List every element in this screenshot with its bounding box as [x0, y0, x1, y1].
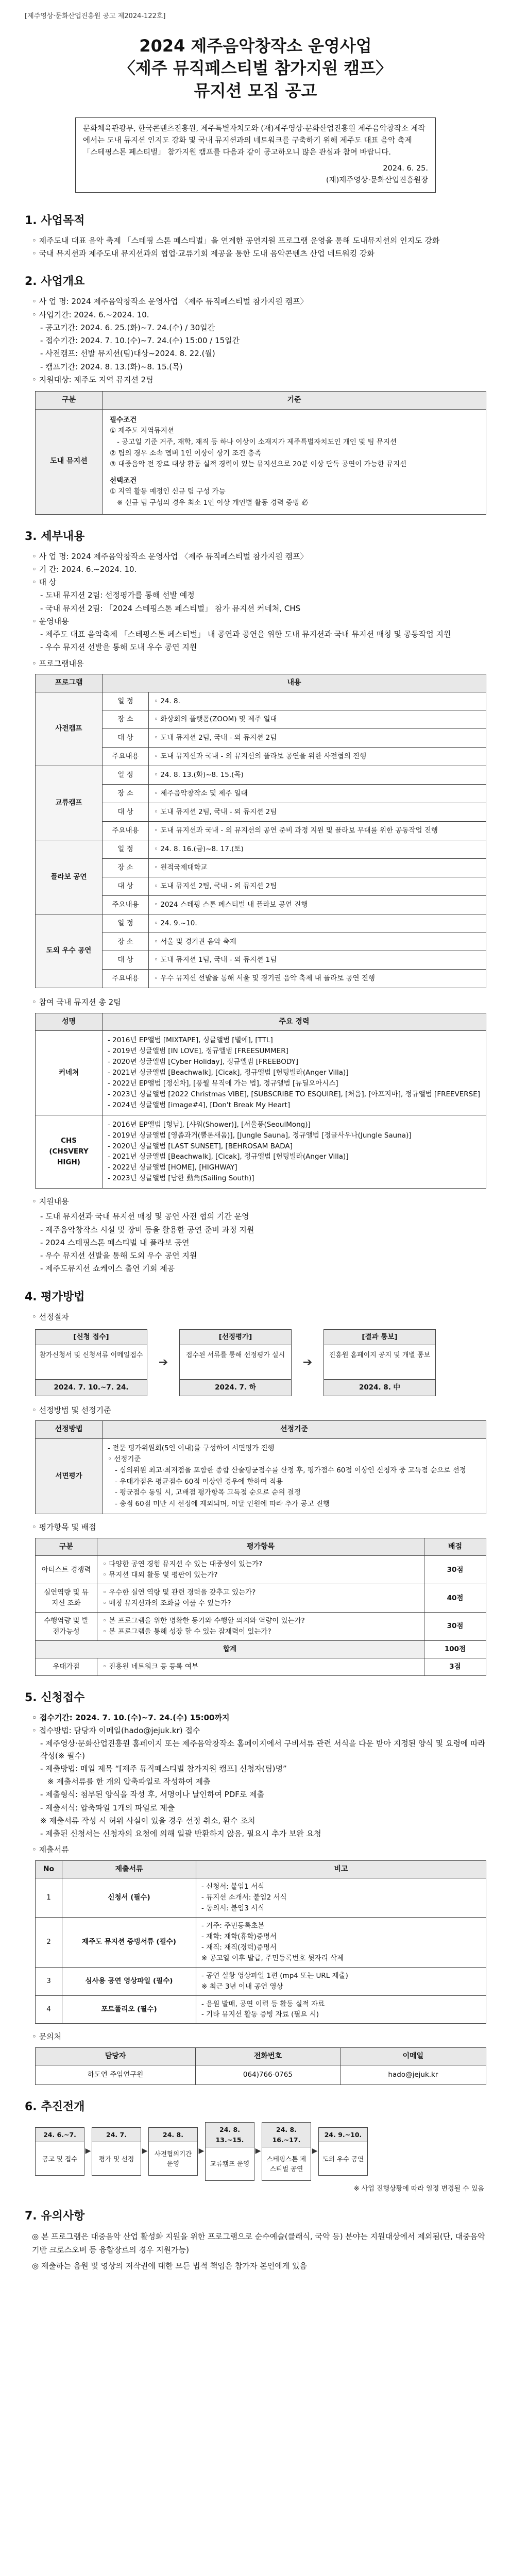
score-items: [97, 1613, 424, 1641]
arrow-right-icon: ➔: [302, 1355, 313, 1369]
arrow-right-icon: ➔: [158, 1355, 168, 1369]
details-item: ◦ 대 상: [32, 578, 57, 587]
singer-name: 커네쳐: [36, 1031, 103, 1115]
schedule-flow: [35, 2122, 486, 2181]
program-value: ◦ 우수 뮤지션 선발을 통해 서울 및 경기권 음악 축제 내 플라보 공연 진행: [149, 970, 486, 988]
schedule-label: 사전협의기간 운영: [154, 2150, 192, 2168]
schedule-step: [262, 2122, 311, 2181]
program-key: 장 소: [103, 858, 149, 877]
doc-note: - 음원 발매, 공연 이력 등 활동 실적 자료: [201, 1999, 325, 2008]
program-key: 대 상: [103, 877, 149, 895]
table-header: 선정기준: [103, 1421, 486, 1439]
schedule-date: 24. 7.: [92, 2128, 141, 2142]
flow-step: [35, 1329, 147, 1396]
score-area: 아티스트 경쟁력: [36, 1556, 97, 1584]
table-row: [36, 2065, 486, 2085]
score-items: [97, 1556, 424, 1584]
flow-step-title: [결과 통보]: [324, 1330, 435, 1345]
score-items: [97, 1584, 424, 1613]
application-item: - 제출형식: 첨부된 양식을 작성 후, 서명이나 날인하여 PDF로 제출: [40, 1790, 265, 1800]
summary-org: (재)제주영상·문화산업진흥원장: [326, 176, 428, 185]
table-header: 배점: [424, 1538, 486, 1556]
note-item: ◎ 제출하는 음원 및 영상의 저작권에 대한 모든 법적 책임은 참가자 본인에게 있음: [32, 2261, 307, 2271]
score-value: 30점: [424, 1613, 486, 1641]
schedule-label: 스테핑스톤 페스티벌 공연: [266, 2155, 306, 2173]
table-row: [36, 877, 486, 895]
eligibility-table: [35, 391, 486, 514]
career-line: - 2022년 EP앨범 [정신차], [풍월 뮤직에 가는 법], 정규앨범 [뉴딜오아시스]: [108, 1079, 338, 1088]
contact-heading: ◦ 문의처: [32, 2032, 62, 2042]
overview-item: - 사전캠프: 선발 뮤지션(팀)대상~2024. 8. 22.(월): [40, 349, 215, 359]
criteria-line: ③ 대중음악 전 장르 대상 활동 실적 경력이 있는 뮤지션으로 20분 이상 단독 공연이 가능한 뮤지션: [110, 460, 407, 469]
flow-step-date: 2024. 7. 하: [180, 1379, 291, 1396]
arrow-right-icon: ▶: [255, 2147, 261, 2156]
table-row: [36, 1031, 486, 1115]
program-key: 장 소: [103, 710, 149, 729]
program-heading: ◦ 프로그램내용: [32, 658, 84, 668]
criteria-line: ① 제주도 지역뮤지션: [110, 427, 175, 435]
table-row: [36, 933, 486, 951]
application-item: - 제주영상·문화산업진흥원 홈페이지 또는 제주음악창작소 홈페이지에서 구비서류 관련 서식을 다운 받아 지정된 양식 및 요령에 따라 작성(※ 필수): [40, 1739, 486, 1760]
contact-table: [35, 2047, 486, 2086]
flow-step-date: 2024. 7. 10.~7. 24.: [36, 1379, 147, 1396]
program-name: 교류캠프: [36, 766, 103, 840]
details-item: - 우수 뮤지션 선발을 통해 도내 우수 공연 지원: [40, 642, 197, 652]
table-header: 평가항목: [97, 1538, 424, 1556]
table-row: [36, 1556, 486, 1584]
program-value: ◦ 도내 뮤지션과 국내 - 외 뮤지션의 플라보 공연을 위한 사전협의 진행: [149, 748, 486, 766]
doc-name: 포트폴리오 (필수): [62, 1995, 196, 2024]
score-item: ◦ 뮤지션 대외 활동 및 평판이 있는가?: [103, 1571, 218, 1580]
program-value: ◦ 24. 8. 13.(화)~8. 15.(목): [149, 766, 486, 785]
table-row: [36, 1438, 486, 1514]
select-title: 선택조건: [110, 476, 137, 485]
career-line: - 2023년 싱글앨범 [남한 動角(Sailing South)]: [108, 1174, 254, 1183]
program-key: 주요내용: [103, 748, 149, 766]
table-header: 구분: [36, 1538, 97, 1556]
doc-no: 1: [36, 1878, 62, 1918]
schedule-note: ※ 사업 진행상황에 따라 일정 변경될 수 있음: [353, 2185, 484, 2193]
score-area: 실연역량 및 뮤지션 조화: [36, 1584, 97, 1613]
program-name: 플라보 공연: [36, 840, 103, 914]
table-header: 기준: [103, 392, 486, 410]
table-row: [36, 748, 486, 766]
flow-step: [323, 1329, 436, 1396]
table-row: [36, 914, 486, 933]
notice-number: [제주영상·문화산업진흥원 공고 제2024-122호]: [25, 12, 166, 20]
support-heading: ◦ 지원내용: [32, 1197, 69, 1207]
schedule-label: 교류캠프 운영: [210, 2160, 250, 2168]
program-value: ◦ 화상회의 플랫폼(ZOOM) 및 제주 일대: [149, 710, 486, 729]
criteria-line: ◦ 선정기준: [108, 1455, 141, 1464]
score-heading: ◦ 평가항목 및 배점: [32, 1522, 96, 1532]
total-label: 합계: [36, 1640, 424, 1658]
flow-step-date: 2024. 8. 中: [324, 1379, 435, 1396]
table-header: 구분: [36, 392, 103, 410]
overview-item: - 공고기간: 2024. 6. 25.(화)~7. 24.(수) / 30일간: [40, 323, 215, 332]
table-header: 프로그램: [36, 674, 103, 692]
criteria-line: - 평균점수 동일 시, 고배점 평가항목 고득점 순으로 순위 결정: [115, 1488, 301, 1497]
schedule-date: 24. 9.~10.: [319, 2128, 367, 2142]
program-key: 대 상: [103, 803, 149, 822]
program-value: ◦ 24. 9.~10.: [149, 914, 486, 933]
support-item: - 제주도뮤지션 쇼케이스 출연 기회 제공: [40, 1264, 175, 1274]
program-value: ◦ 2024 스테핑 스톤 페스티벌 내 플라보 공연 진행: [149, 895, 486, 914]
program-name: 도외 우수 공연: [36, 914, 103, 988]
contact-person: 하도연 주임연구원: [36, 2065, 196, 2085]
criteria-line: - 전문 평가위원회(5인 이내)를 구성하여 서면평가 진행: [108, 1444, 275, 1452]
table-row: [36, 840, 486, 858]
criteria-method: 서면평가: [36, 1438, 103, 1514]
criteria-line: - 심의위원 최고·최저점을 포함한 종합 산술평균점수를 산정 후, 평가점수 60점 이상인 신청자 중 고득점 순으로 선정: [115, 1466, 466, 1475]
section-heading-details: 3. 세부내용: [25, 530, 85, 543]
details-item: ◦ 기 간: 2024. 6.~2024. 10.: [32, 564, 137, 574]
table-row: [36, 1584, 486, 1613]
table-row: [36, 1613, 486, 1641]
section-heading-schedule: 6. 추진전개: [25, 2100, 85, 2114]
arrow-right-icon: ▶: [198, 2147, 205, 2156]
table-row: [36, 970, 486, 988]
table-header: No: [36, 1860, 62, 1878]
program-value: ◦ 도내 뮤지션 2팀, 국내 - 외 뮤지션 2팀: [149, 729, 486, 748]
program-key: 장 소: [103, 785, 149, 803]
table-row: [36, 951, 486, 970]
table-header: 주요 경력: [103, 1013, 486, 1031]
criteria-line: ① 지역 활동 예정인 신규 팀 구성 가능: [110, 487, 226, 496]
singer-name: CHS (CHSVERY HIGH): [36, 1115, 103, 1189]
doc-no: 4: [36, 1995, 62, 2024]
table-header: 선정방법: [36, 1421, 103, 1439]
program-key: 장 소: [103, 933, 149, 951]
title-line-3: 뮤지션 모집 공고: [194, 80, 317, 100]
career-line: - 2019년 싱글앨범 [IN LOVE], 정규앨범 [FREESUMMER]: [108, 1047, 288, 1056]
details-item: - 제주도 대표 음악축제 「스테핑스톤 페스티벌」 내 공연과 공연을 위한 도내 뮤지션과 국내 뮤지션 매칭 및 공동작업 지원: [40, 630, 451, 639]
doc-note: - 동의서: 붙임3 서식: [201, 1904, 265, 1913]
schedule-step: [92, 2127, 141, 2176]
program-key: 주요내용: [103, 895, 149, 914]
criteria-line: - 총점 60점 미만 시 선정에 제외되며, 이달 인원에 따라 추가 공고 진행: [115, 1499, 330, 1508]
table-row: [36, 1967, 486, 1995]
section-heading-application: 5. 신청접수: [25, 1691, 85, 1704]
score-item: ◦ 본 프로그램을 통해 성장 할 수 있는 잠재력이 있는가?: [103, 1627, 271, 1636]
table-row: [36, 1115, 486, 1189]
program-key: 일 정: [103, 840, 149, 858]
doc-no: 2: [36, 1918, 62, 1968]
program-table: [35, 674, 486, 988]
doc-name: 제주도 뮤지션 증빙서류 (필수): [62, 1918, 196, 1968]
program-key: 일 정: [103, 692, 149, 710]
program-value: ◦ 도내 뮤지션 2팀, 국내 - 외 뮤지션 2팀: [149, 877, 486, 895]
program-key: 대 상: [103, 729, 149, 748]
flow-step-title: [신청 접수]: [36, 1330, 147, 1345]
table-row: [36, 895, 486, 914]
purpose-item: ◦ 제주도내 대표 음악 축제 「스테핑 스톤 페스티벌」을 연계한 공연지원 프로그램 운영을 통해 도내뮤지션의 인지도 강화: [32, 235, 440, 245]
documents-table: [35, 1860, 486, 2024]
support-item: - 2024 스테핑스톤 페스티벌 내 플라보 공연: [40, 1238, 190, 1247]
bonus-score: 3점: [424, 1658, 486, 1675]
table-header: 전화번호: [196, 2047, 340, 2065]
program-value: ◦ 서울 및 경기권 음악 축제: [149, 933, 486, 951]
doc-note: - 재직: 재직(경력)증명서: [201, 1943, 277, 1952]
doc-notes: [196, 1918, 486, 1968]
career-line: - 2024년 싱글앨범 [image#4], [Don't Break My Heart]: [108, 1100, 291, 1109]
arrow-right-icon: ▶: [142, 2147, 148, 2156]
doc-note: - 뮤지션 소개서: 붙임2 서식: [201, 1893, 287, 1902]
program-value: ◦ 도내 뮤지션 2팀, 국내 - 외 뮤지션 2팀: [149, 803, 486, 822]
application-item: - 제출된 신청서는 신청자의 요청에 의해 일괄 반환하지 않음, 필요시 추가 보완 요청: [40, 1829, 321, 1839]
table-row: [36, 803, 486, 822]
criteria-heading: ◦ 선정방법 및 선정기준: [32, 1405, 111, 1415]
note-item: ◎ 본 프로그램은 대중음악 산업 활성화 지원을 위한 프로그램으로 순수예술(클래식, 국악 등) 분야는 지원대상에서 제외됨(단, 대중음악 기반 크로스오버 등 융합장르의 경우 지원가능): [32, 2232, 485, 2255]
score-area: 수행역량 및 발전가능성: [36, 1613, 97, 1641]
table-row: [36, 785, 486, 803]
singer-table: [35, 1013, 486, 1189]
table-row: [36, 1995, 486, 2024]
overview-item: ◦ 사업기간: 2024. 6.~2024. 10.: [32, 310, 149, 319]
details-item: - 도내 뮤지션 2팀: 선정평가를 통해 선발 예정: [40, 590, 195, 600]
support-item: - 도내 뮤지션과 국내 뮤지션 매칭 및 공연 사전 협의 기간 운영: [40, 1212, 249, 1222]
summary-date: 2024. 6. 25.: [383, 164, 428, 173]
section-heading-notes: 7. 유의사항: [25, 2210, 85, 2223]
schedule-date: 24. 6.~7.: [36, 2128, 84, 2142]
table-row: [36, 1878, 486, 1918]
schedule-date: 24. 8. 16.~17.: [262, 2123, 311, 2147]
table-header: 성명: [36, 1013, 103, 1031]
score-item: ◦ 다양한 공연 경험 뮤지션 수 있는 대중성이 있는가?: [103, 1560, 263, 1569]
table-row: [36, 858, 486, 877]
criteria-table: [35, 1420, 486, 1514]
criteria-line: ※ 신규 팀 구성의 경우 최소 1인 이상 개인별 활동 경력 증빙 必: [117, 498, 309, 507]
schedule-label: 공고 및 접수: [42, 2155, 78, 2163]
title-line-2: 〈제주 뮤직페스티벌 참가지원 캠프〉: [118, 58, 393, 78]
career-line: - 2020년 싱글앨범 [Cyber Holiday], 정규앨범 [FREEBODY]: [108, 1058, 299, 1066]
score-item: ◦ 매칭 뮤지션과의 조화를 이룰 수 있는가?: [103, 1599, 231, 1608]
table-row: [36, 766, 486, 785]
notes-list: [25, 2230, 486, 2273]
table-row: [36, 1658, 486, 1675]
flow-heading: ◦ 선정절차: [32, 1312, 69, 1321]
table-row: [36, 710, 486, 729]
schedule-label: 도외 우수 공연: [322, 2155, 364, 2163]
score-item: ◦ 본 프로그램을 위한 명확한 동기와 수행할 의지와 역량이 있는가?: [103, 1617, 305, 1625]
criteria-line: - 공고일 기준 거주, 재학, 재직 등 하나 이상이 소재지가 제주특별자치도인 개인 및 팀 뮤지션: [117, 437, 397, 446]
doc-notes: [196, 1878, 486, 1918]
doc-note: - 공연 실황 영상파일 1편 (mp4 또는 URL 제출): [201, 1971, 348, 1980]
program-value: ◦ 도내 뮤지션 1팀, 국내 - 외 뮤지션 1팀: [149, 951, 486, 970]
summary-text: 문화체육관광부, 한국콘텐츠진흥원, 제주특별자치도와 (재)제주영상·문화산업진흥원 제주음악창작소 제작에서는 도내 뮤지션 인지도 강화 및 국내 뮤지션과의 네트워크를 구축하기 위해 제주도 대표 음악 축제 「스테핑스톤 페스티벌」 참가지원 캠프를 다음과 같이 공고하오니 많은 관심과 참여 바랍니다.: [83, 124, 425, 157]
doc-notes: [196, 1967, 486, 1995]
must-title: 필수조건: [110, 415, 137, 424]
program-value: ◦ 24. 8. 16.(금)~8. 17.(토): [149, 840, 486, 858]
doc-notes: [196, 1995, 486, 2024]
flow-step: [179, 1329, 292, 1396]
schedule-step: [35, 2127, 84, 2176]
table-header: 제출서류: [62, 1860, 196, 1878]
career-line: - 2021년 싱글앨범 [Beachwalk], [Cicak], 정규앨범 [헌팅빌라(Anger Villa)]: [108, 1069, 349, 1077]
details-item: ◦ 운영내용: [32, 616, 69, 626]
program-key: 일 정: [103, 914, 149, 933]
doc-note: ※ 최근 3년 이내 공연 영상: [201, 1982, 283, 1991]
program-value: ◦ 도내 뮤지션과 국내 - 외 뮤지션의 공연 준비 과정 지원 및 플라보 무대를 위한 공동작업 진행: [149, 822, 486, 840]
table-row: [36, 692, 486, 710]
application-item: - 제출방법: 메일 제목 “[제주 뮤직페스티벌 참가지원 캠프] 신청자(팀)명”: [40, 1764, 287, 1773]
arrow-right-icon: ▶: [312, 2147, 318, 2156]
bonus-text: ◦ 진흥원 네트워크 등 등록 여부: [97, 1658, 424, 1675]
career-line: - 2020년 싱글앨범 [LAST SUNSET], [BEHROSAM BADA]: [108, 1142, 293, 1150]
application-item: ※ 제출서류를 한 개의 압축파일로 작성하여 제출: [47, 1777, 211, 1787]
overview-item: - 접수기간: 2024. 7. 10.(수)~7. 24.(수) 15:00 / 15일간: [40, 336, 240, 346]
singer-career: [103, 1031, 486, 1115]
doc-note: - 재학: 재학(휴학)증명서: [201, 1932, 277, 1941]
career-line: - 2023년 싱글앨범 [2022 Christmas VIBE], [SUBSCRIBE TO ESQUIRE], [처음], [아프지마], 정규앨범 [FREEVERSE]: [108, 1090, 481, 1098]
criteria-content: [103, 1438, 486, 1514]
support-item: - 제주음악창작소 시설 및 장비 등을 활용한 공연 준비 과정 지원: [40, 1225, 254, 1234]
program-value: ◦ 24. 8.: [149, 692, 486, 710]
table-header: 비고: [196, 1860, 486, 1878]
overview-item: ◦ 사 업 명: 2024 제주음악창작소 운영사업 〈제주 뮤직페스티벌 참가지원 캠프〉: [32, 297, 308, 307]
schedule-step: [205, 2122, 254, 2181]
singer-career: [103, 1115, 486, 1189]
flow-step-body: 진흥원 홈페이지 공지 및 개별 통보: [329, 1351, 431, 1359]
score-item: ◦ 우수한 실연 역량 및 관련 경력을 갖추고 있는가?: [103, 1588, 256, 1597]
doc-name: 심사용 공연 영상파일 (필수): [62, 1967, 196, 1995]
total-score: 100점: [424, 1640, 486, 1658]
arrow-right-icon: ▶: [85, 2147, 91, 2156]
title-line-1: 2024 제주음악창작소 운영사업: [139, 36, 372, 56]
overview-item: - 캠프기간: 2024. 8. 13.(화)~8. 15.(목): [40, 362, 183, 371]
section-heading-evaluation: 4. 평가방법: [25, 1290, 85, 1303]
bonus-label: 우대가점: [36, 1658, 97, 1675]
details-item: ◦ 사 업 명: 2024 제주음악창작소 운영사업 〈제주 뮤직페스티벌 참가지원 캠프〉: [32, 551, 308, 561]
docs-heading: ◦ 제출서류: [32, 1845, 69, 1855]
section-heading-overview: 2. 사업개요: [25, 275, 85, 289]
program-key: 주요내용: [103, 822, 149, 840]
flow-step-body: 접수된 서류를 통해 선정평가 실시: [185, 1351, 285, 1359]
singer-heading: ◦ 참여 국내 뮤지션 총 2팀: [32, 997, 121, 1007]
career-line: - 2016년 EP앨범 [MIXTAPE], 싱글앨범 [별에], [TTL]: [108, 1036, 273, 1045]
doc-note: - 거주: 주민등록초본: [201, 1922, 265, 1930]
application-item: ※ 제출서류 작성 시 허위 사실이 있을 경우 선정 취소, 환수 조치: [40, 1816, 256, 1825]
table-header: 이메일: [340, 2047, 486, 2065]
contact-phone: 064)766-0765: [196, 2065, 340, 2085]
schedule-date: 24. 8.: [149, 2128, 197, 2142]
support-item: - 우수 뮤지션 선발을 통해 도외 우수 공연 지원: [40, 1251, 197, 1261]
program-key: 일 정: [103, 766, 149, 785]
eligibility-row-label: 도내 뮤지션: [36, 409, 103, 514]
application-item: ◦ 접수방법: 담당자 이메일(hado@jejuk.kr) 접수: [32, 1726, 200, 1736]
summary-box: [75, 117, 436, 193]
overview-item: ◦ 지원대상: 제주도 지역 뮤지션 2팀: [32, 375, 154, 384]
career-line: - 2021년 싱글앨범 [Beachwalk], [Cicak], 정규앨범 [헌팅빌라(Anger Villa)]: [108, 1153, 349, 1161]
schedule-label: 평가 및 선정: [98, 2155, 134, 2163]
program-key: 주요내용: [103, 970, 149, 988]
score-value: 30점: [424, 1556, 486, 1584]
criteria-line: ② 팀의 경우 소속 멤버 1인 이상이 상기 조건 충족: [110, 449, 262, 457]
program-value: ◦ 원적국제대학교: [149, 858, 486, 877]
table-row: [36, 1640, 486, 1658]
program-value: ◦ 제주음악창작소 및 제주 일대: [149, 785, 486, 803]
eligibility-criteria: [103, 409, 486, 514]
table-row: [36, 822, 486, 840]
flow-step-title: [선정평가]: [180, 1330, 291, 1345]
career-line: - 2022년 싱글앨범 [HOME], [HIGHWAY]: [108, 1163, 237, 1172]
schedule-step: [148, 2127, 198, 2176]
schedule-date: 24. 8. 13.~15.: [206, 2123, 254, 2147]
doc-name: 신청서 (필수): [62, 1878, 196, 1918]
score-table: [35, 1538, 486, 1676]
table-header: 내용: [103, 674, 486, 692]
doc-note: - 기타 뮤지션 활동 증빙 자료 (필요 시): [201, 2010, 319, 2019]
program-key: 대 상: [103, 951, 149, 970]
application-item: - 제출서식: 압축파일 1개의 파일로 제출: [40, 1803, 175, 1812]
application-item: ◦ 접수기간: 2024. 7. 10.(수)~7. 24.(수) 15:00까지: [32, 1713, 230, 1722]
score-value: 40점: [424, 1584, 486, 1613]
criteria-line: - 우대가점은 평균점수 60점 이상인 경우에 한하여 적용: [115, 1477, 283, 1486]
career-line: - 2016년 EP앨범 [형님], [샤워(Shower)], [서울풍(SeoulMong)]: [108, 1120, 311, 1129]
doc-note: - 신청서: 붙임1 서식: [201, 1883, 265, 1891]
schedule-step: [318, 2127, 368, 2176]
selection-flow: [35, 1329, 486, 1396]
doc-no: 3: [36, 1967, 62, 1995]
flow-step-body: 참가신청서 및 신청서류 이메일접수: [39, 1351, 143, 1359]
details-item: - 국내 뮤지션 2팀: 「2024 스테핑스톤 페스티벌」 참가 뮤지션 커네쳐, CHS: [40, 603, 301, 613]
table-row: [36, 1918, 486, 1968]
doc-note: ※ 공고일 이후 발급, 주민등록번호 뒷자리 삭제: [201, 1954, 344, 1962]
program-name: 사전캠프: [36, 692, 103, 766]
table-header: 담당자: [36, 2047, 196, 2065]
contact-email[interactable]: hado@jejuk.kr: [340, 2065, 486, 2085]
purpose-item: ◦ 국내 뮤지션과 제주도내 뮤지션과의 협업·교류기회 제공을 통한 도내 음악콘텐츠 산업 네트워킹 강화: [32, 248, 374, 258]
section-heading-purpose: 1. 사업목적: [25, 214, 85, 227]
career-line: - 2019년 싱글앨범 [영좀과거(뿔론새움)], [Jungle Sauna], 정규앨범 [정글사우나(Jungle Sauna)]: [108, 1131, 412, 1140]
table-row: [36, 729, 486, 748]
